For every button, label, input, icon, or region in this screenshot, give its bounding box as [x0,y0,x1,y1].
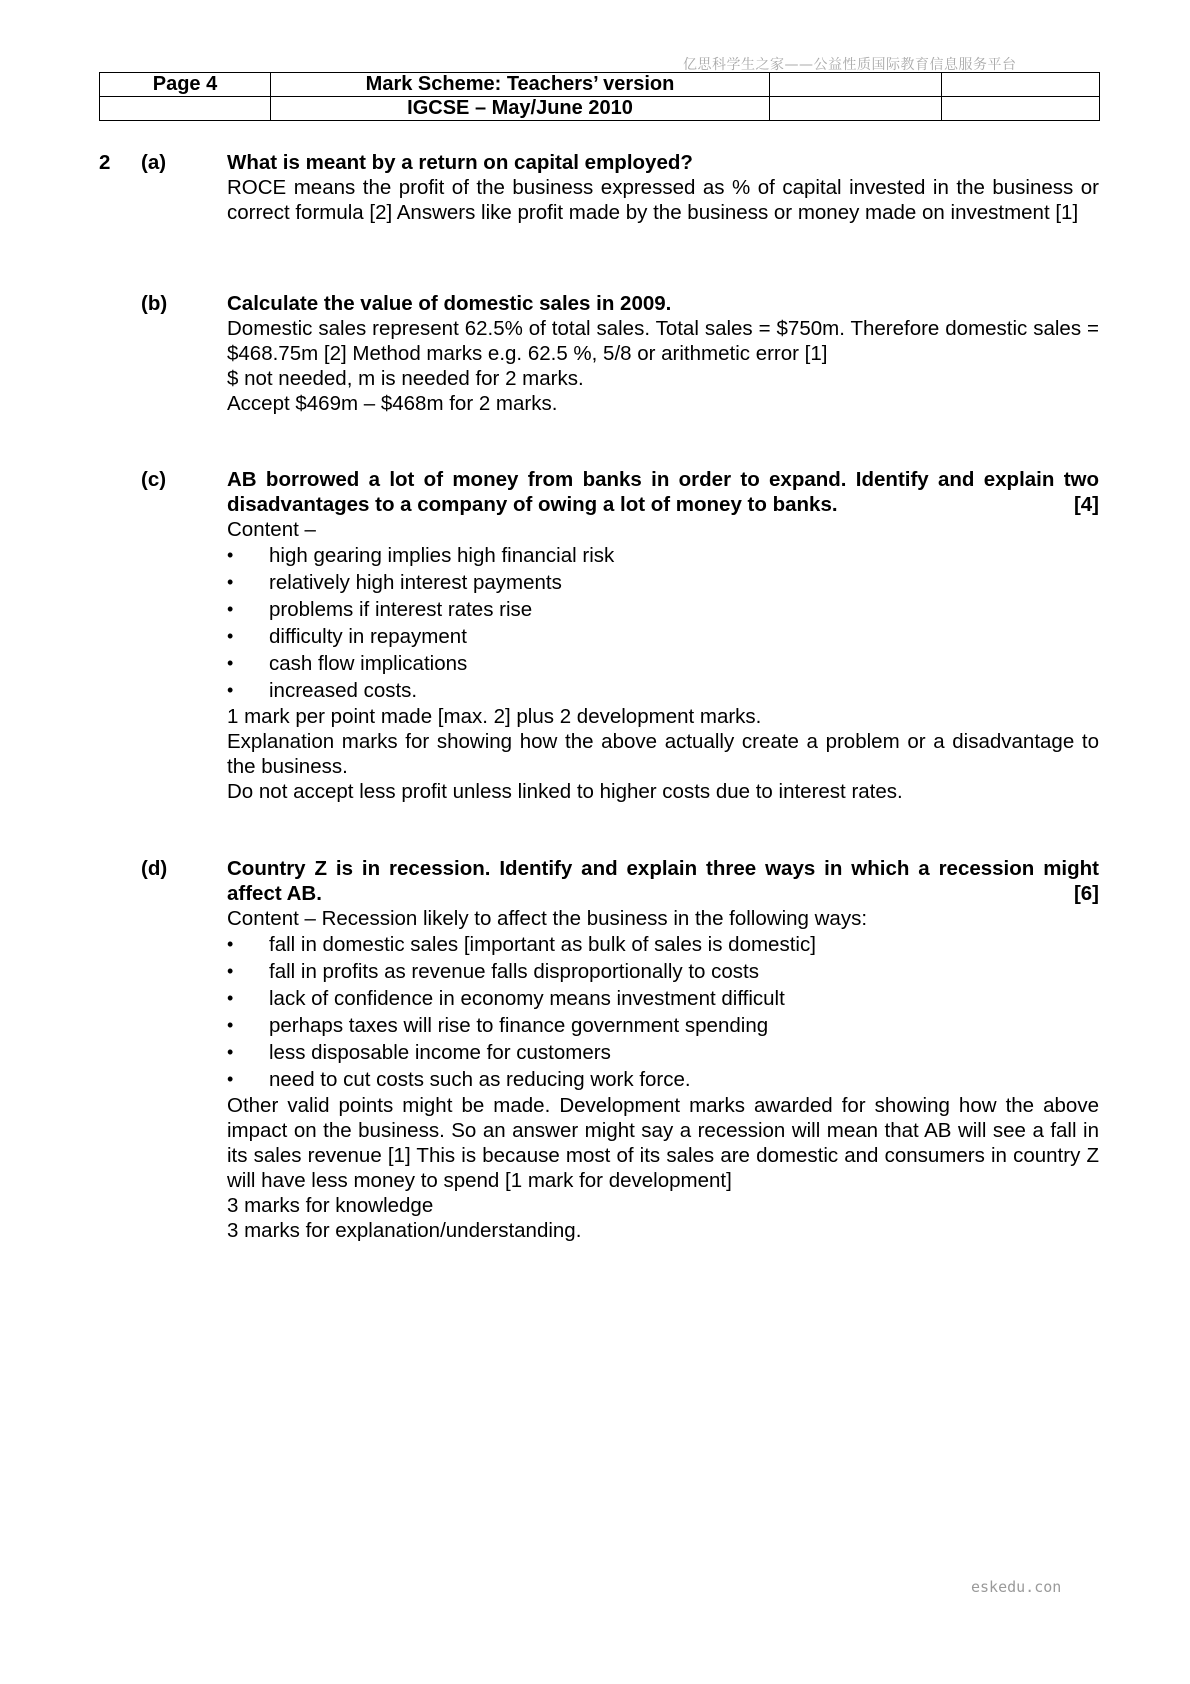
part-d [141,856,1099,1243]
document-subtitle: IGCSE – May/June 2010 [271,97,770,121]
part-b-question: Calculate the value of domestic sales in 2009. [227,292,672,315]
bullet-icon: • [227,572,234,592]
list-item: • fall in profits as revenue falls disproportionally to costs [227,960,759,983]
part-d-note: 3 marks for explanation/understanding. [227,1219,582,1242]
part-d-question [227,856,1099,906]
header-empty-cell [770,73,942,97]
part-a-label: (a) [141,151,167,174]
bullet-icon: • [227,934,234,954]
bullet-icon: • [227,988,234,1008]
list-item: • problems if interest rates rise [227,598,533,621]
part-d-note: Other valid points might be made. Development marks awarded for showing how the above impact on the business. So an answer might say a recession will mean that AB will see a fall in its sales revenue [1] This is because most of its sales are domestic and consumers in country Z will have less money to spend [1 mark for development] [227,1094,1099,1192]
part-b-label: (b) [141,292,168,315]
header-empty-cell [770,97,942,121]
part-c-question-text: AB borrowed a lot of money from banks in order to expand. Identify and explain two disadvantages to a company of owing a lot of money to banks. [227,468,1099,516]
part-c-marks: [4] [1073,493,1099,516]
list-item: • lack of confidence in economy means investment difficult [227,987,785,1010]
list-item: • difficulty in repayment [227,625,467,648]
bullet-icon: • [227,1042,234,1062]
bullet-icon: • [227,961,234,981]
part-c-question [227,467,1099,517]
bullet-icon: • [227,1069,234,1089]
part-c [141,467,1099,804]
watermark-top: 亿思科学生之家——公益性质国际教育信息服务平台 [683,57,1017,73]
list-item: • perhaps taxes will rise to finance government spending [227,1014,769,1037]
list-item: • fall in domestic sales [important as bulk of sales is domestic] [227,933,816,956]
bullet-icon: • [227,1015,234,1035]
part-d-bullet-list [227,931,1099,1093]
page-number: Page 4 [100,73,271,97]
bullet-icon: • [227,653,234,673]
part-d-label: (d) [141,857,168,880]
bullet-icon: • [227,599,234,619]
part-b-answer-line: Accept $469m – $468m for 2 marks. [227,392,558,415]
list-item: • cash flow implications [227,652,468,675]
header-table [99,72,1100,121]
header-empty-cell [942,73,1100,97]
watermark-bottom: eskedu.con [971,1578,1062,1596]
part-c-note: Do not accept less profit unless linked to higher costs due to interest rates. [227,780,903,803]
part-b-answer-line: Domestic sales represent 62.5% of total sales. Total sales = $750m. Therefore domestic sales = $468.75m [2] Method marks e.g. 62.5 %, 5/8 or arithmetic error [1] [227,317,1099,365]
part-d-note: 3 marks for knowledge [227,1194,434,1217]
list-item: • high gearing implies high financial risk [227,544,615,567]
part-c-note: Explanation marks for showing how the above actually create a problem or a disadvantage to the business. [227,730,1099,778]
part-c-intro: Content – [227,518,316,541]
list-item: • less disposable income for customers [227,1041,611,1064]
part-c-note: 1 mark per point made [max. 2] plus 2 development marks. [227,705,762,728]
part-a-answer: ROCE means the profit of the business expressed as % of capital invested in the business or correct formula [2] Answers like profit made by the business or money made on investment [1] [227,176,1099,224]
bullet-icon: • [227,545,234,565]
header-empty-cell [100,97,271,121]
part-d-question-text: Country Z is in recession. Identify and explain three ways in which a recession might affect AB. [227,857,1099,905]
header-empty-cell [942,97,1100,121]
part-d-marks: [6] [1073,882,1099,905]
part-b [141,291,1099,416]
part-a-question: What is meant by a return on capital employed? [227,151,693,174]
header-row-2 [100,97,1100,121]
part-d-intro: Content – Recession likely to affect the business in the following ways: [227,907,868,930]
part-c-bullet-list [227,542,1099,704]
bullet-icon: • [227,626,234,646]
header-row-1 [100,73,1100,97]
list-item: • increased costs. [227,679,418,702]
document-title: Mark Scheme: Teachers’ version [271,73,770,97]
part-c-label: (c) [141,468,167,491]
part-a [141,150,1099,225]
list-item: • relatively high interest payments [227,571,562,594]
list-item: • need to cut costs such as reducing work force. [227,1068,691,1091]
bullet-icon: • [227,680,234,700]
question-number: 2 [99,151,111,174]
part-b-answer-line: $ not needed, m is needed for 2 marks. [227,367,584,390]
